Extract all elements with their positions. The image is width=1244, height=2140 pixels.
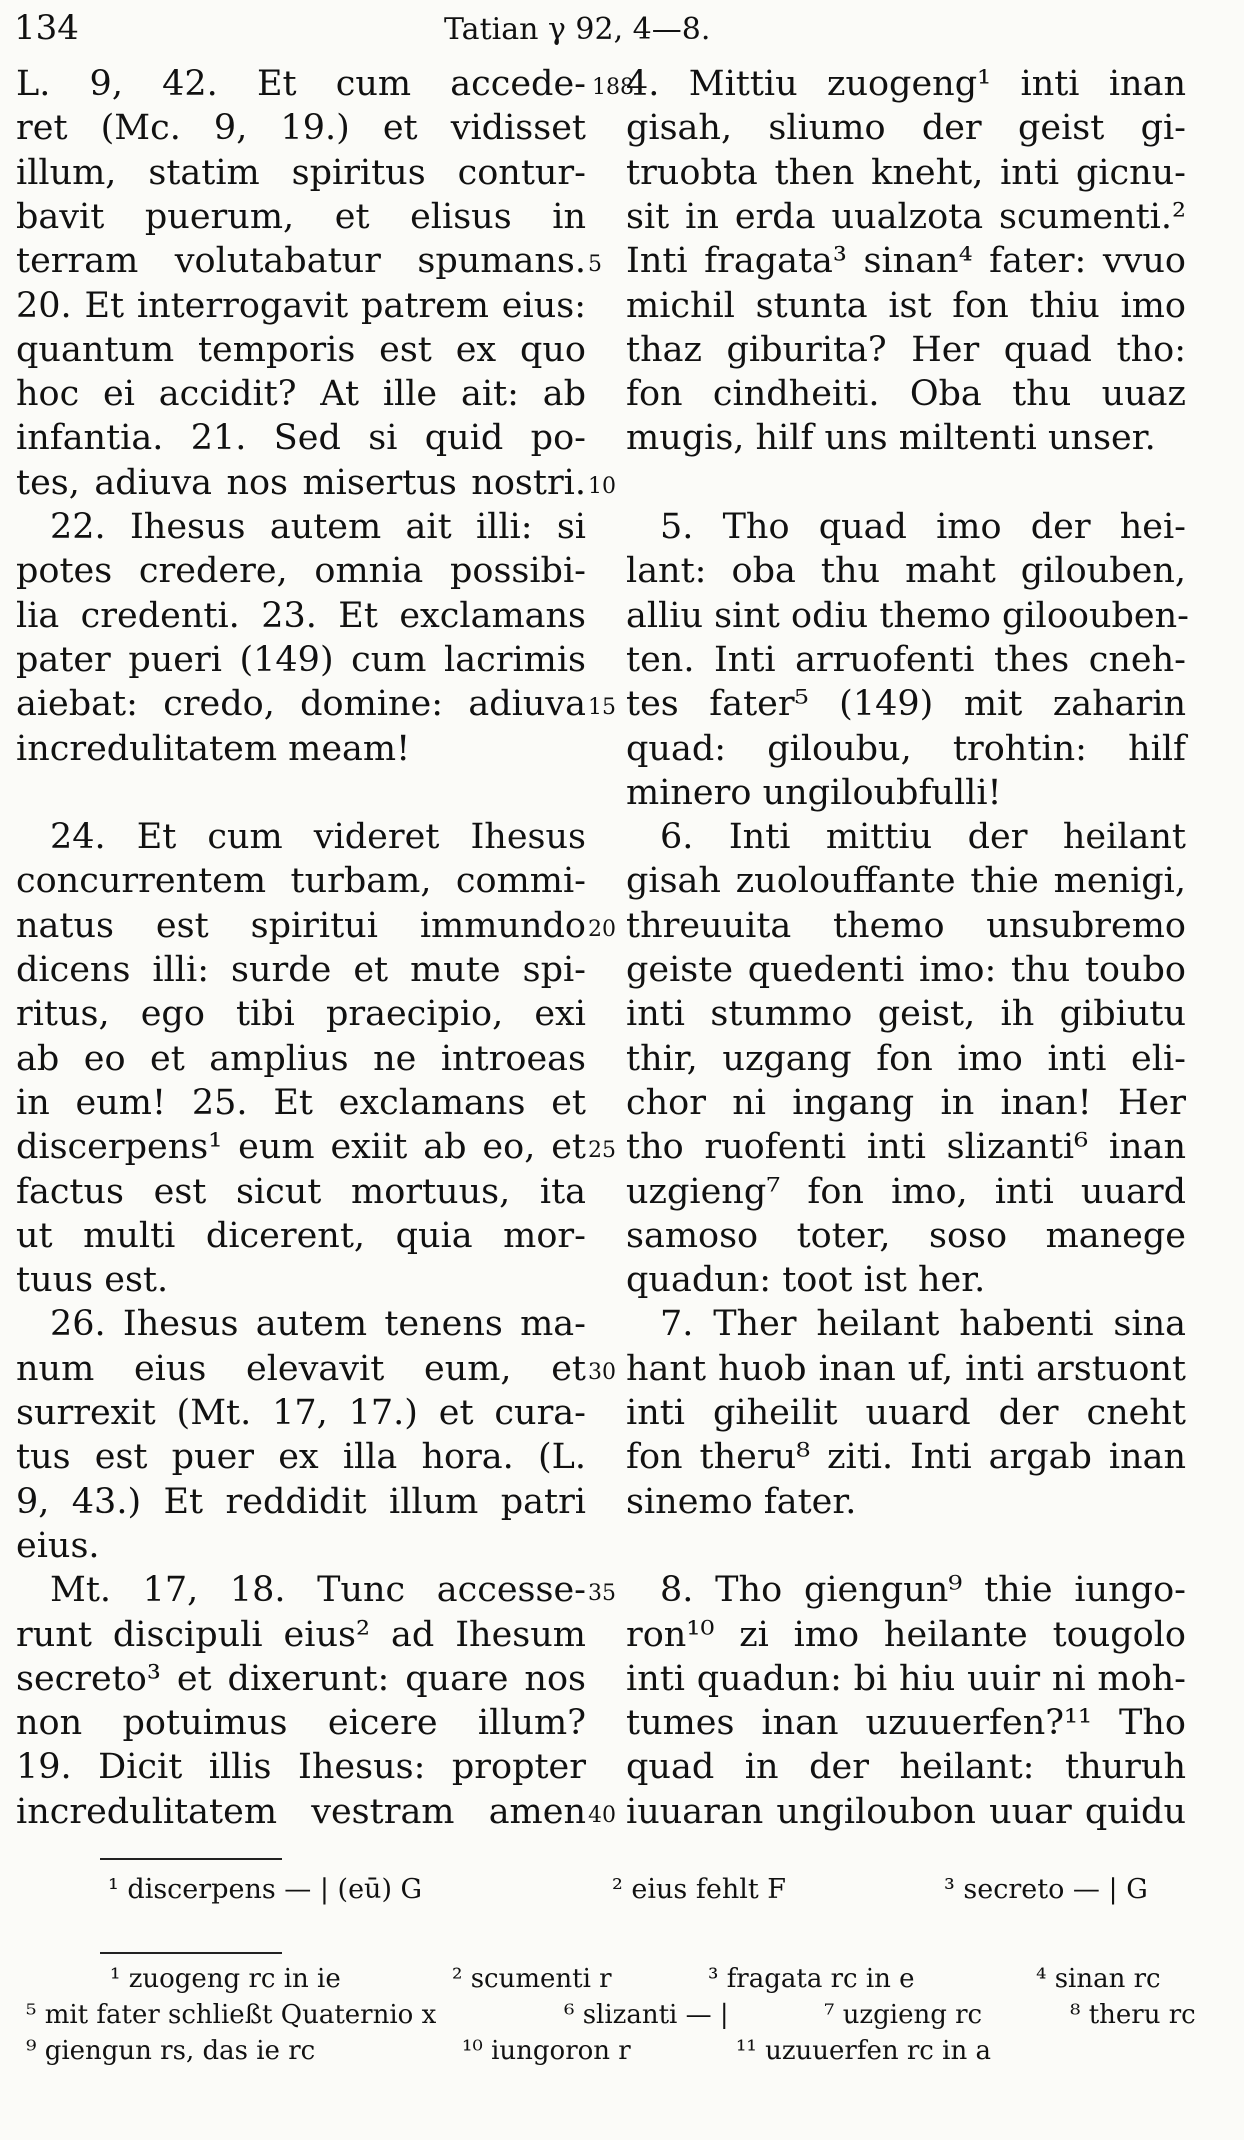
footnote: ¹ zuogeng rc in ie: [110, 1964, 341, 1994]
line-number: 30: [588, 1359, 616, 1385]
ohg-text-line: truobta then kneht, inti gicnu-: [626, 152, 1186, 193]
ohg-text-line: alliu sint odiu themo giloouben-: [626, 595, 1190, 636]
line-number: 5: [588, 252, 602, 278]
latin-text-line: tes, adiuva nos misertus nostri.: [16, 462, 586, 503]
latin-text-line: lia credenti. 23. Et exclamans: [16, 595, 586, 636]
footnote: ⁹ giengun rs, das ie rc: [26, 2036, 316, 2066]
latin-text-line: bavit puerum, et elisus in: [16, 196, 586, 237]
footnote: ¹ discerpens — | (eū) G: [108, 1874, 423, 1905]
ohg-text-line: sit in erda uualzota scumenti.²: [626, 196, 1186, 237]
ohg-text-line: tumes inan uzuuerfen?¹¹ Tho: [626, 1703, 1186, 1744]
ohg-text-line: 6. Inti mittiu der heilant: [660, 817, 1186, 858]
line-number: 25: [588, 1138, 616, 1164]
line-number: 10: [588, 473, 616, 499]
ohg-text-line: minero ungiloubfulli!: [626, 772, 1002, 813]
line-number: 15: [588, 695, 616, 721]
ohg-text-line: [626, 461, 1186, 505]
ohg-text-line: 7. Ther heilant habenti sina: [660, 1304, 1186, 1345]
ohg-text-line: threuuita themo unsubremo: [626, 905, 1186, 946]
latin-text-line: Mt. 17, 18. Tunc accesse-: [50, 1570, 586, 1611]
latin-text-line: aiebat: credo, domine: adiuva: [16, 684, 586, 725]
ohg-text-line: samoso toter, soso manege: [626, 1215, 1186, 1256]
footnote: ⁶ slizanti — |: [564, 2000, 729, 2030]
latin-text-line: factus est sicut mortuus, ita: [16, 1171, 586, 1212]
latin-text-line: infantia. 21. Sed si quid po-: [16, 418, 586, 459]
latin-text-line: in eum! 25. Et exclamans et: [16, 1082, 586, 1123]
latin-text-line: tus est puer ex illa hora. (L.: [16, 1437, 586, 1478]
ohg-text-line: inti quadun: bi hiu uuir ni moh-: [626, 1658, 1186, 1699]
line-number: 40: [588, 1802, 616, 1828]
latin-text-line: ut multi dicerent, quia mor-: [16, 1215, 586, 1256]
latin-text-line: 22. Ihesus autem ait illi: si: [50, 507, 586, 547]
ohg-text-line: hant huob inan uf, inti arstuont: [626, 1348, 1186, 1389]
page-header: [14, 8, 1224, 54]
footnote: ² eius fehlt F: [612, 1874, 787, 1905]
ohg-text-line: ten. Inti arruofenti thes cneh-: [626, 639, 1186, 680]
latin-text-line: secreto³ et dixerunt: quare nos: [16, 1658, 586, 1699]
ohg-text-line: fon theru⁸ ziti. Inti argab inan: [626, 1437, 1186, 1478]
page-number: 134: [14, 8, 79, 48]
footnote: ³ fragata rc in e: [708, 1964, 915, 1994]
latin-text-line: incredulitatem meam!: [16, 728, 411, 769]
latin-text-line: incredulitatem vestram amen: [16, 1791, 586, 1832]
latin-text-line: hoc ei accidit? At ille ait: ab: [16, 374, 586, 415]
ohg-text-line: thaz giburita? Her quad tho:: [626, 329, 1186, 370]
footnote-rule-2: [100, 1952, 282, 1954]
footnote: ¹⁰ iungoron r: [462, 2036, 631, 2066]
line-number: 35: [588, 1581, 616, 1607]
latin-text-line: terram volutabatur spumans.: [16, 241, 586, 282]
footnote: ⁷ uzgieng rc: [824, 2000, 983, 2030]
latin-text-line: 20. Et interrogavit patrem eius:: [16, 285, 586, 326]
ohg-text-line: chor ni ingang in inan! Her: [626, 1082, 1186, 1123]
ohg-text-line: 4. Mittiu zuogeng¹ inti inan: [626, 64, 1186, 104]
footnote: ¹¹ uzuuerfen rc in a: [736, 2036, 991, 2066]
latin-text-line: 26. Ihesus autem tenens ma-: [50, 1304, 586, 1345]
line-number: 188: [592, 75, 634, 100]
ohg-text-line: inti giheilit uuard der cneht: [626, 1393, 1186, 1433]
latin-text-line: quantum temporis est ex quo: [16, 329, 586, 370]
latin-text-line: ret (Mc. 9, 19.) et vidisset: [16, 108, 586, 149]
ohg-text-line: lant: oba thu maht gilouben,: [626, 551, 1186, 592]
latin-text-line: [16, 771, 586, 815]
ohg-text-line: Inti fragata³ sinan⁴ fater: vvuo: [626, 241, 1186, 282]
latin-text-line: surrexit (Mt. 17, 17.) et cura-: [16, 1393, 586, 1433]
ohg-text-line: gisah zuolouffante thie menigi,: [626, 861, 1186, 902]
latin-text-line: pater pueri (149) cum lacrimis: [16, 639, 586, 680]
latin-text-line: num eius elevavit eum, et: [16, 1348, 586, 1389]
ohg-text-line: geiste quedenti imo: thu toubo: [626, 950, 1186, 990]
footnote: ⁵ mit fater schließt Quaternio x: [26, 2000, 437, 2030]
ohg-text-line: 5. Tho quad imo der hei-: [660, 507, 1186, 547]
running-title: Tatian γ 92, 4—8.: [444, 12, 711, 47]
footnote: ⁸ theru rc: [1070, 2000, 1196, 2030]
ohg-text-line: michil stunta ist fon thiu imo: [626, 285, 1186, 326]
ohg-text-line: quadun: toot ist her.: [626, 1260, 986, 1301]
ohg-text-line: tho ruofenti inti slizanti⁶ inan: [626, 1127, 1186, 1168]
latin-text-line: ritus, ego tibi praecipio, exi: [16, 994, 586, 1035]
line-number: 20: [588, 916, 616, 942]
latin-text-line: runt discipuli eius² ad Ihesum: [16, 1614, 586, 1655]
footnote-rule: [100, 1858, 282, 1860]
latin-text-line: L. 9, 42. Et cum accede-: [16, 64, 586, 104]
latin-text-line: natus est spiritui immundo: [16, 905, 586, 946]
latin-text-line: potes credere, omnia possibi-: [16, 551, 586, 592]
ohg-text-line: fon cindheiti. Oba thu uuaz: [626, 374, 1186, 415]
latin-text-line: 24. Et cum videret Ihesus: [50, 817, 586, 858]
ohg-text-line: [626, 1524, 1186, 1568]
latin-text-line: dicens illi: surde et mute spi-: [16, 950, 586, 990]
ohg-text-line: ron¹⁰ zi imo heilante tougolo: [626, 1614, 1186, 1655]
ohg-text-line: quad: giloubu, trohtin: hilf: [626, 728, 1186, 769]
footnote: ² scumenti r: [452, 1964, 612, 1994]
latin-text-line: 19. Dicit illis Ihesus: propter: [16, 1747, 586, 1788]
ohg-text-line: quad in der heilant: thuruh: [626, 1747, 1186, 1788]
latin-text-line: illum, statim spiritus contur-: [16, 152, 586, 193]
ohg-text-line: tes fater⁵ (149) mit zaharin: [626, 684, 1186, 725]
latin-text-line: ab eo et amplius ne introeas: [16, 1038, 586, 1079]
footnote: ⁴ sinan rc: [1036, 1964, 1161, 1994]
ohg-text-line: iuuaran ungiloubon uuar quidu: [626, 1791, 1186, 1832]
ohg-text-line: sinemo fater.: [626, 1481, 857, 1522]
latin-text-line: concurrentem turbam, commi-: [16, 861, 586, 902]
latin-text-line: tuus est.: [16, 1260, 169, 1301]
latin-text-line: discerpens¹ eum exiit ab eo, et: [16, 1127, 586, 1168]
latin-text-line: non potuimus eicere illum?: [16, 1703, 586, 1744]
ohg-text-line: uzgieng⁷ fon imo, inti uuard: [626, 1171, 1186, 1212]
ohg-text-line: inti stummo geist, ih gibiutu: [626, 994, 1186, 1035]
latin-text-line: eius.: [16, 1525, 100, 1566]
ohg-text-line: thir, uzgang fon imo inti eli-: [626, 1038, 1186, 1079]
ohg-text-line: 8. Tho giengun⁹ thie iungo-: [660, 1570, 1186, 1611]
footnote: ³ secreto — | G: [944, 1874, 1148, 1905]
latin-text-line: 9, 43.) Et reddidit illum patri: [16, 1481, 586, 1522]
ohg-text-line: gisah, sliumo der geist gi-: [626, 108, 1186, 149]
ohg-text-line: mugis, hilf uns miltenti unser.: [626, 418, 1156, 459]
